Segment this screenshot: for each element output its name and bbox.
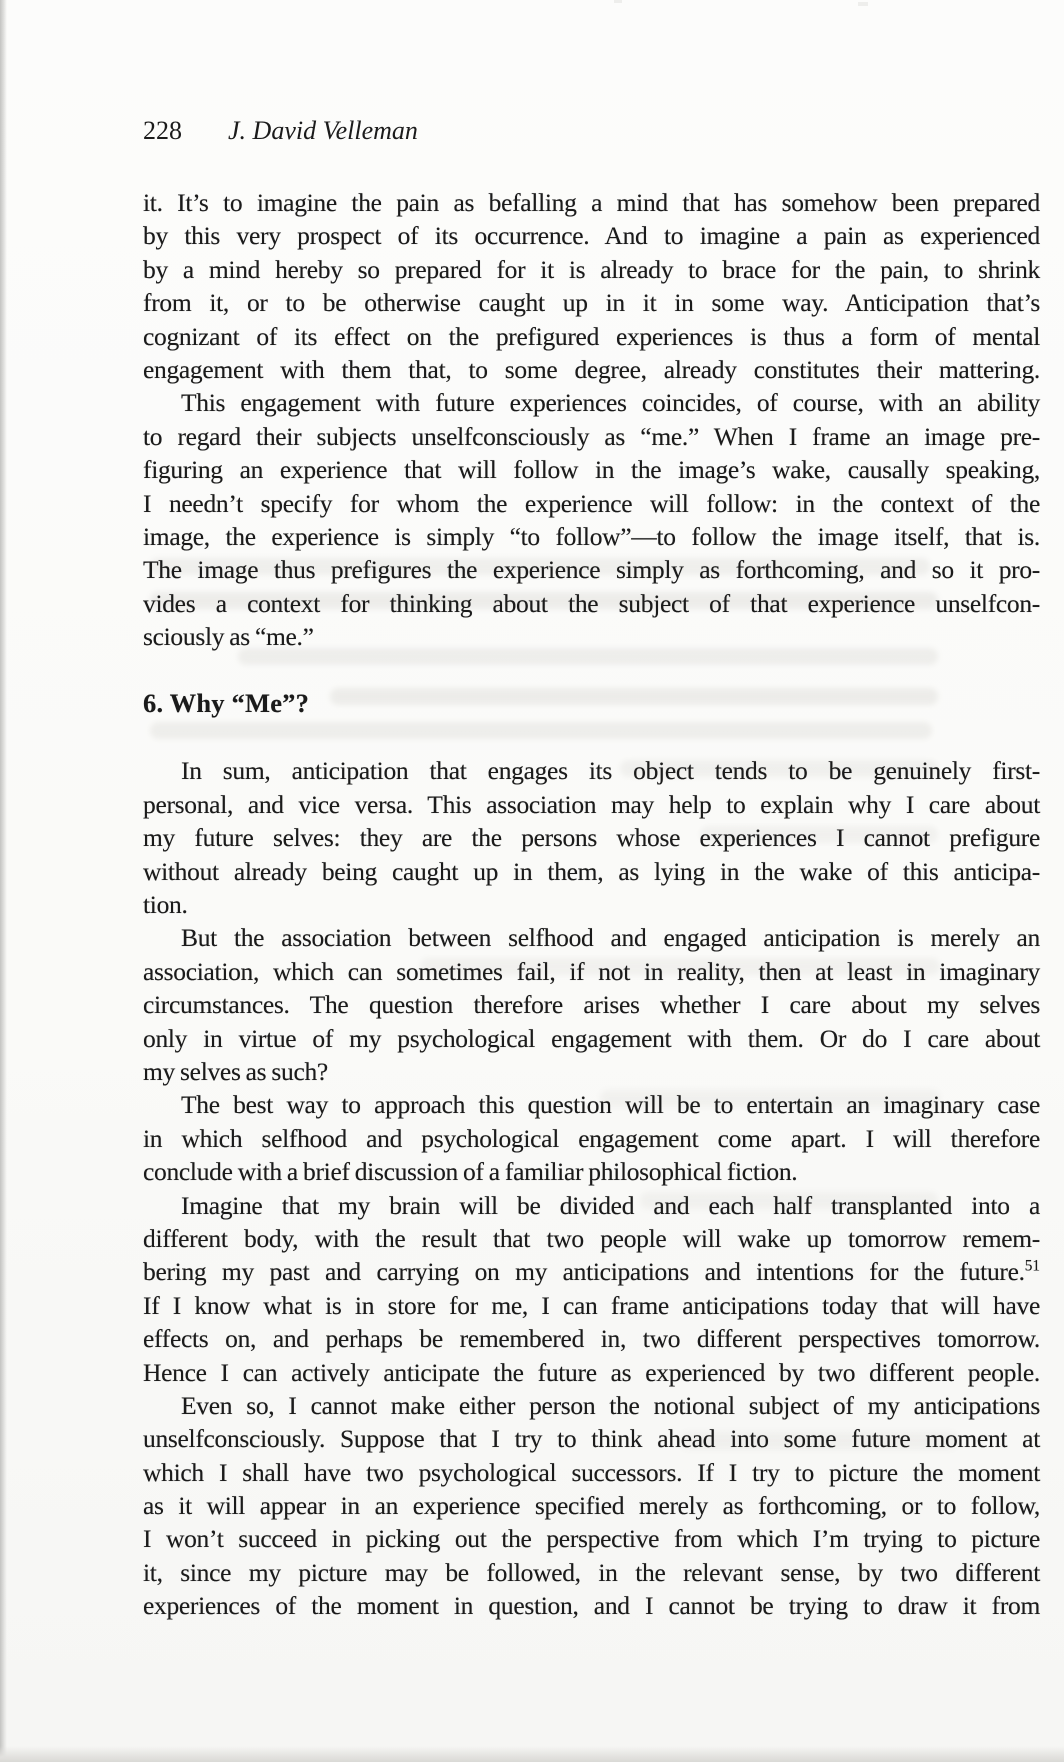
text-line: This engagement with future experiences coincides, of course, with an ability bbox=[181, 388, 1040, 418]
text-line: it, since my picture may be followed, in the relevant sense, by two different bbox=[143, 1557, 1040, 1587]
text-line: to regard their subjects unselfconsciously as “me.” When I frame an image pre- bbox=[143, 421, 1040, 451]
text-line: tion. bbox=[143, 890, 188, 920]
section-heading: 6. Why “Me”? bbox=[143, 688, 310, 719]
scan-edge-bottom bbox=[0, 1746, 1064, 1762]
scan-speck bbox=[614, 0, 622, 3]
text-line: Imagine that my brain will be divided and each half transplanted into a bbox=[181, 1190, 1040, 1220]
text-line: Even so, I cannot make either person the notional subject of my anticipations bbox=[181, 1390, 1040, 1420]
text-line: In sum, anticipation that engages its object tends to be genuinely first- bbox=[181, 756, 1040, 786]
paragraph bbox=[143, 754, 1040, 921]
text-line: it. It’s to imagine the pain as befalling a mind that has somehow been prepared bbox=[143, 188, 1040, 217]
paragraph bbox=[143, 386, 1040, 653]
text-line: conclude with a brief discussion of a familiar philosophical fiction. bbox=[143, 1157, 798, 1187]
footnote-marker: 51 bbox=[1024, 1257, 1040, 1275]
text-line: cognizant of its effect on the prefigured experiences is thus a form of mental bbox=[143, 321, 1040, 351]
paragraph bbox=[143, 1088, 1040, 1188]
text-line: as it will appear in an experience specified merely as forthcoming, or to follow, bbox=[143, 1491, 1040, 1521]
running-head-author: J. David Velleman bbox=[228, 116, 418, 145]
text-line: association, which can sometimes fail, if not in reality, then at least in imaginary bbox=[143, 956, 1040, 986]
text-line: vides a context for thinking about the subject of that experience unselfcon- bbox=[143, 588, 1040, 618]
text-line: personal, and vice versa. This association may help to explain why I care about bbox=[143, 789, 1040, 819]
text-line: effects on, and perhaps be remembered in, two different perspectives tomorrow. bbox=[143, 1324, 1040, 1354]
text-line: from it, or to be otherwise caught up in it in some way. Anticipation that’s bbox=[143, 288, 1040, 318]
running-head bbox=[143, 116, 418, 146]
text-line: I won’t succeed in picking out the perspective from which I’m trying to picture bbox=[143, 1524, 1040, 1554]
text-line: which I shall have two psychological successors. If I try to picture the moment bbox=[143, 1457, 1040, 1487]
paragraph bbox=[143, 186, 1040, 386]
text-line: Hence I can actively anticipate the future as experienced by two different people. bbox=[143, 1357, 1040, 1387]
text-line: figuring an experience that will follow in the image’s wake, causally speaking, bbox=[143, 455, 1040, 485]
text-line: unselfconsciously. Suppose that I try to think ahead into some future moment at bbox=[143, 1424, 1040, 1454]
text-line: experiences of the moment in question, and I cannot be trying to draw it from bbox=[143, 1591, 1040, 1621]
text-line: If I know what is in store for me, I can frame anticipations today that will have bbox=[143, 1290, 1040, 1320]
text-line: by a mind hereby so prepared for it is already to brace for the pain, to shrink bbox=[143, 254, 1040, 284]
text-line: engagement with them that, to some degree, already constitutes their mattering. bbox=[143, 354, 1040, 384]
text-line: The image thus prefigures the experience simply as forthcoming, and so it pro- bbox=[143, 555, 1040, 585]
text-line: my future selves: they are the persons whose experiences I cannot prefigure bbox=[143, 823, 1040, 853]
text-line: bering my past and carrying on my anticipations and intentions for the future.$^{51}$ bbox=[143, 1257, 1040, 1287]
text-line: without already being caught up in them, as lying in the wake of this anticipa- bbox=[143, 856, 1040, 886]
text-line: by this very prospect of its occurrence. And to imagine a pain as experienced bbox=[143, 221, 1040, 251]
body-text-column bbox=[143, 186, 1040, 1623]
paragraph bbox=[143, 921, 1040, 1088]
text-line: But the association between selfhood and engaged anticipation is merely an bbox=[181, 923, 1040, 953]
scan-speck bbox=[858, 2, 868, 6]
page-number: 228 bbox=[143, 116, 182, 145]
text-line: in which selfhood and psychological engagement come apart. I will therefore bbox=[143, 1123, 1040, 1153]
text-line: image, the experience is simply “to follow”—to follow the image itself, that is. bbox=[143, 521, 1040, 551]
paragraph bbox=[143, 1389, 1040, 1623]
text-line: my selves as such? bbox=[143, 1056, 328, 1086]
scan-edge-left bbox=[0, 0, 7, 1762]
text-line: different body, with the result that two people will wake up tomorrow remem- bbox=[143, 1223, 1040, 1253]
paragraph bbox=[143, 1189, 1040, 1389]
text-line: only in virtue of my psychological engagement with them. Or do I care about bbox=[143, 1023, 1040, 1053]
text-line: The best way to approach this question will be to entertain an imaginary case bbox=[181, 1090, 1040, 1120]
text-line: I needn’t specify for whom the experience will follow: in the context of the bbox=[143, 488, 1040, 518]
text-line: sciously as “me.” bbox=[143, 622, 314, 652]
text-line: circumstances. The question therefore arises whether I care about my selves bbox=[143, 990, 1040, 1020]
